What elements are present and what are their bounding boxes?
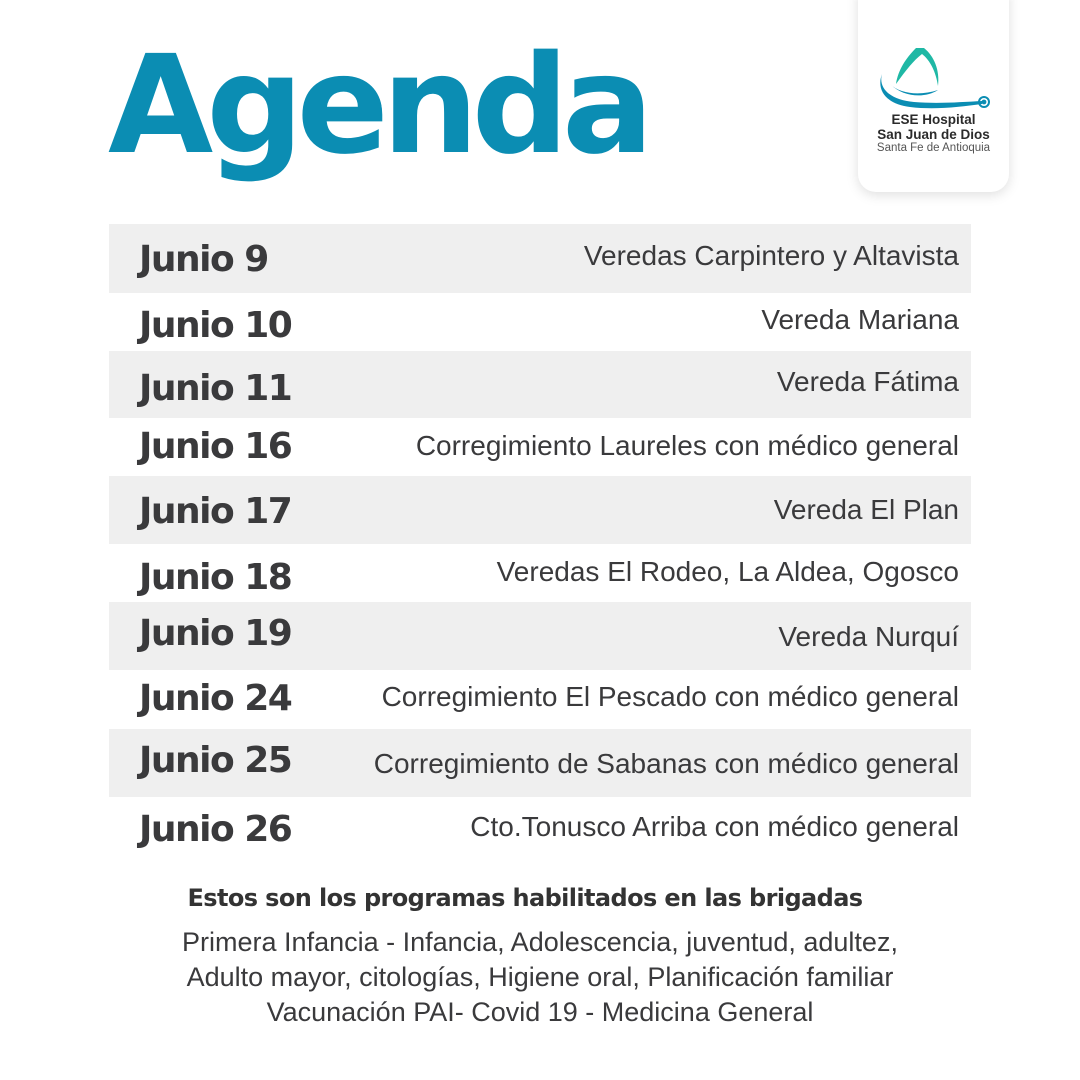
row-date: Junio 19 — [139, 613, 292, 654]
row-place: Cto.Tonusco Arriba con médico general — [470, 811, 959, 842]
programs-line: Vacunación PAI- Covid 19 - Medicina General — [266, 997, 814, 1027]
row-date: Junio 25 — [139, 740, 292, 781]
row-date: Junio 24 — [139, 678, 292, 719]
schedule-row — [109, 797, 971, 857]
programs-line: Adulto mayor, citologías, Higiene oral, Planificación familiar — [186, 962, 894, 992]
row-date: Junio 11 — [139, 368, 292, 409]
row-place: Veredas El Rodeo, La Aldea, Ogosco — [496, 556, 959, 587]
schedule-row — [109, 729, 971, 797]
row-place: Corregimiento de Sabanas con médico general — [373, 748, 959, 779]
row-place: Vereda El Plan — [773, 494, 959, 525]
row-date: Junio 26 — [139, 809, 292, 850]
row-place: Corregimiento El Pescado con médico general — [381, 681, 959, 712]
row-date: Junio 18 — [139, 557, 292, 598]
row-date: Junio 10 — [139, 305, 292, 346]
schedule-row — [109, 476, 971, 544]
logo-name-line1: ESE Hospital — [891, 112, 976, 127]
row-date: Junio 17 — [139, 491, 292, 532]
logo-name-line2: San Juan de Dios — [877, 127, 990, 142]
schedule-row — [109, 670, 971, 729]
schedule-row — [109, 293, 971, 351]
schedule-row — [109, 224, 971, 293]
hospital-logo-icon — [876, 44, 994, 114]
schedule-list — [109, 224, 971, 857]
programs-heading: Estos son los programas habilitados en las brigadas — [187, 884, 863, 912]
schedule-row — [109, 602, 971, 670]
schedule-row — [109, 544, 971, 602]
logo-location: Santa Fe de Antioquia — [876, 142, 991, 154]
row-place: Veredas Carpintero y Altavista — [583, 240, 959, 271]
row-place: Vereda Nurquí — [778, 621, 959, 652]
page-title: Agenda — [108, 27, 647, 185]
row-date: Junio 9 — [139, 239, 268, 280]
row-place: Corregimiento Laureles con médico general — [415, 430, 959, 461]
row-date: Junio 16 — [139, 426, 292, 467]
schedule-row — [109, 418, 971, 476]
row-place: Vereda Mariana — [761, 304, 959, 335]
row-place: Vereda Fátima — [776, 366, 959, 397]
schedule-row — [109, 351, 971, 418]
programs-line: Primera Infancia - Infancia, Adolescencia, juventud, adultez, — [182, 927, 898, 957]
